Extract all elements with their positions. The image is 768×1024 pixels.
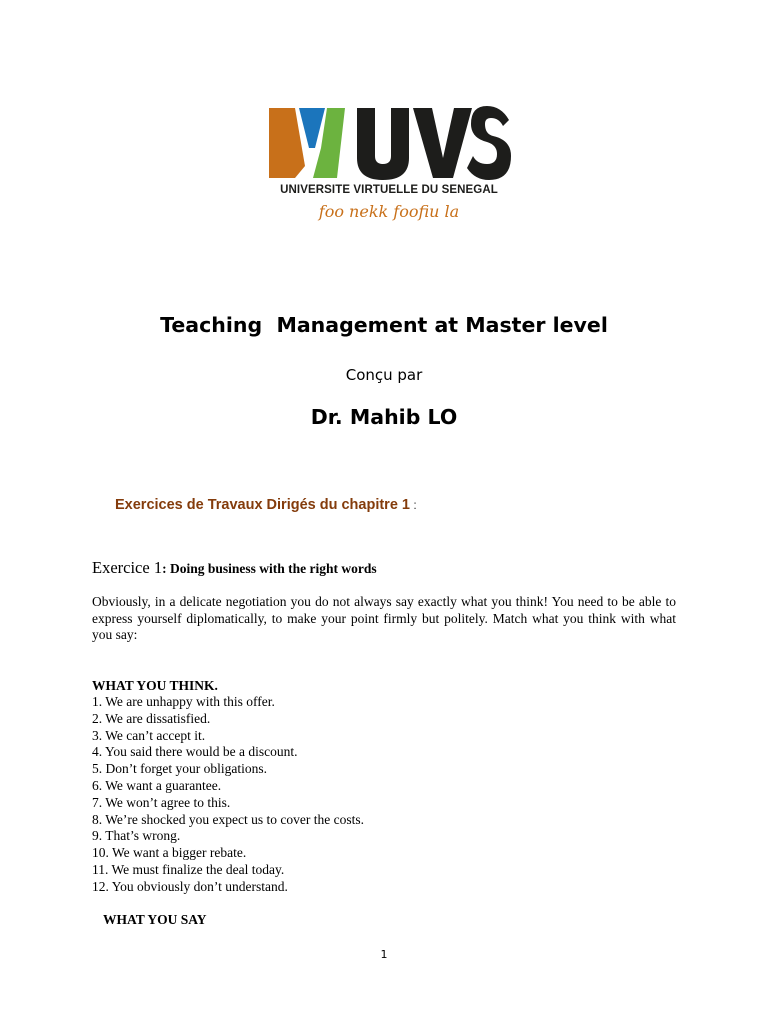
author-name: Dr. Mahib LO [310,405,458,429]
what-you-think-list [92,694,364,896]
list-item: 1. We are unhappy with this offer. [92,694,275,709]
chapter-heading [115,497,417,513]
list-item: 12. You obviously don’t understand. [92,878,288,894]
list-item: 8. We’re shocked you expect us to cover the costs. [92,811,364,827]
exercise-heading [92,558,377,578]
exercise-label: Exercice 1 [92,558,163,577]
exercise-instructions: Obviously, in a delicate negotiation you do not always say exactly what you think! You need to be able to express yourself diplomatically, to make your point firmly but politely. Match what you think with what you say: [92,594,676,642]
chapter-heading-colon: : [409,498,417,512]
uvs-logo-mark [265,96,513,186]
list-item: 3. We can’t accept it. [92,727,206,743]
uvs-logo [265,96,513,236]
list-item: 7. We won’t agree to this. [92,794,231,810]
list-item: 5. Don’t forget your obligations. [92,761,267,777]
designed-by-label: Conçu par [345,366,423,384]
list-item: 4. You said there would be a discount. [92,744,298,760]
logo-tagline: foo nekk fooﬁu la [318,202,460,221]
chapter-heading-text: Exercices de Travaux Dirigés du chapitre 1 [115,497,410,513]
logo-subtitle: UNIVERSITE VIRTUELLE DU SENEGAL [280,184,498,196]
document-title: Teaching Management at Master level [160,313,608,337]
list-item: 2. We are dissatisfied. [92,710,211,726]
what-you-say-heading: WHAT YOU SAY [103,912,207,927]
exercise-subtitle: : Doing business with the right words [162,561,377,576]
list-item: 11. We must finalize the deal today. [92,861,285,877]
list-item: 6. We want a guarantee. [92,777,222,793]
list-item: 10. We want a bigger rebate. [92,845,247,861]
what-you-think-heading: WHAT YOU THINK. [92,678,218,693]
page-number: 1 [380,948,388,961]
list-item: 9. That’s wrong. [92,828,181,844]
